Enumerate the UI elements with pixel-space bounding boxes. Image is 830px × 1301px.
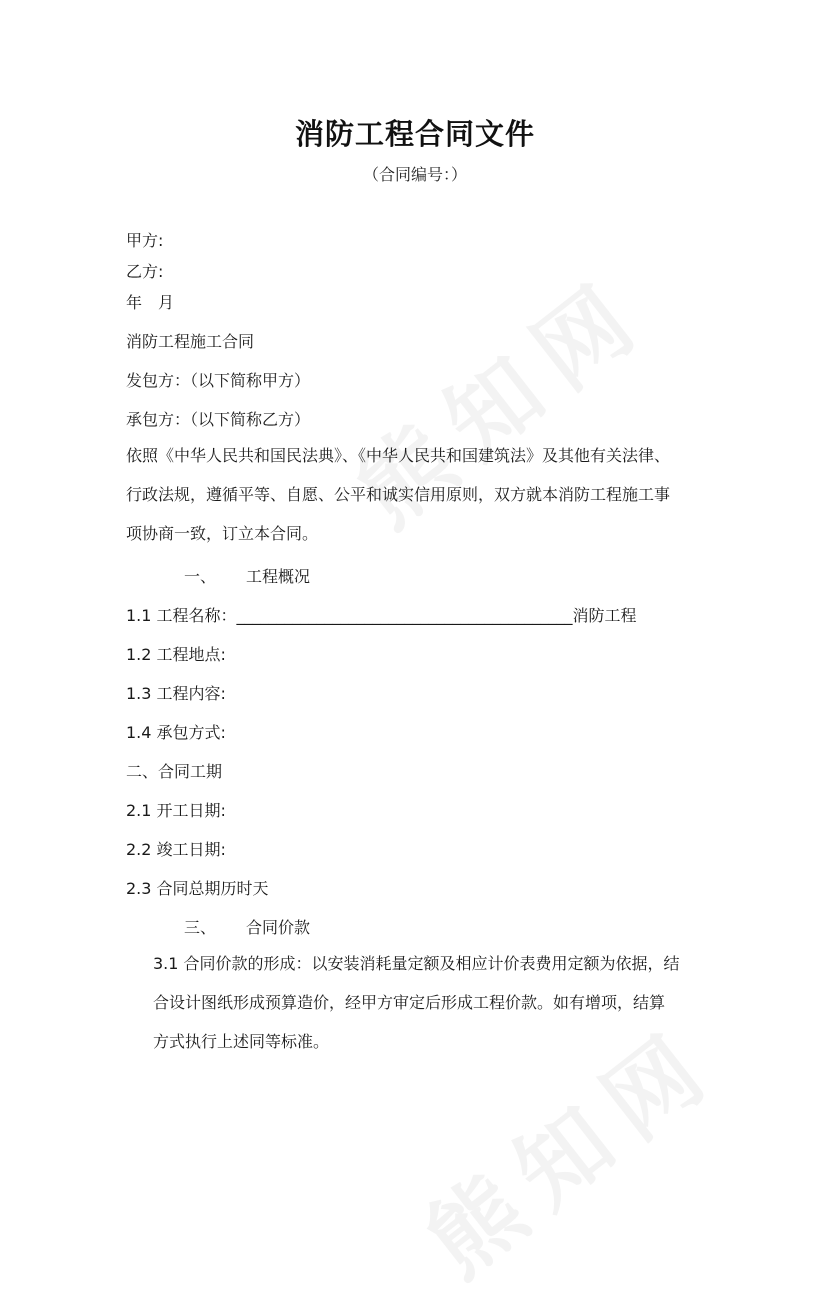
price-line: 3.1 合同价款的形成：以安装消耗量定额及相应计价表费用定额为依据，结: [153, 954, 680, 973]
section1-heading: [184, 564, 310, 587]
section3-heading: [184, 915, 310, 938]
price-paragraph: [153, 944, 733, 1061]
date-label: 年 月: [126, 293, 175, 312]
section3-number: 三、: [184, 918, 217, 937]
section1-number: 一、: [184, 567, 217, 586]
intro-line: 项协商一致，订立本合同。: [126, 524, 319, 543]
document-title: 消防工程合同文件: [294, 117, 535, 151]
intro-line: 行政法规，遵循平等、自愿、公平和诚实信用原则，双方就本消防工程施工事: [126, 485, 671, 504]
intro-line: 依照《中华人民共和国民法典》、《中华人民共和国建筑法》及其他有关法律、: [126, 446, 671, 465]
price-line: 合设计图纸形成预算造价，经甲方审定后形成工程价款。如有增项，结算: [153, 993, 666, 1012]
section3-title: 合同价款: [246, 918, 311, 937]
project-content-line: 1.3 工程内容:: [126, 684, 226, 703]
section2-heading: 二、合同工期: [126, 762, 223, 781]
price-line: 方式执行上述同等标准。: [153, 1032, 330, 1051]
contract-method-line: 1.4 承包方式:: [126, 723, 226, 742]
contractor-line: 承包方：（以下简称乙方）: [126, 410, 311, 429]
project-location-line: 1.2 工程地点:: [126, 645, 226, 664]
party-b-label: 乙方:: [126, 262, 164, 281]
contract-name: 消防工程施工合同: [126, 332, 255, 351]
issuer-line: 发包方：（以下简称甲方）: [126, 371, 311, 390]
intro-paragraph: [126, 436, 726, 553]
start-date-line: 2.1 开工日期:: [126, 801, 226, 820]
project-name-line: 1.1 工程名称：__________________________________________消防工程: [126, 606, 637, 625]
total-duration-line: 2.3 合同总期历时天: [126, 879, 269, 898]
section1-title: 工程概况: [246, 567, 311, 586]
party-a-label: 甲方:: [126, 231, 164, 250]
end-date-line: 2.2 竣工日期:: [126, 840, 226, 859]
contract-number: （合同编号：）: [362, 165, 467, 184]
